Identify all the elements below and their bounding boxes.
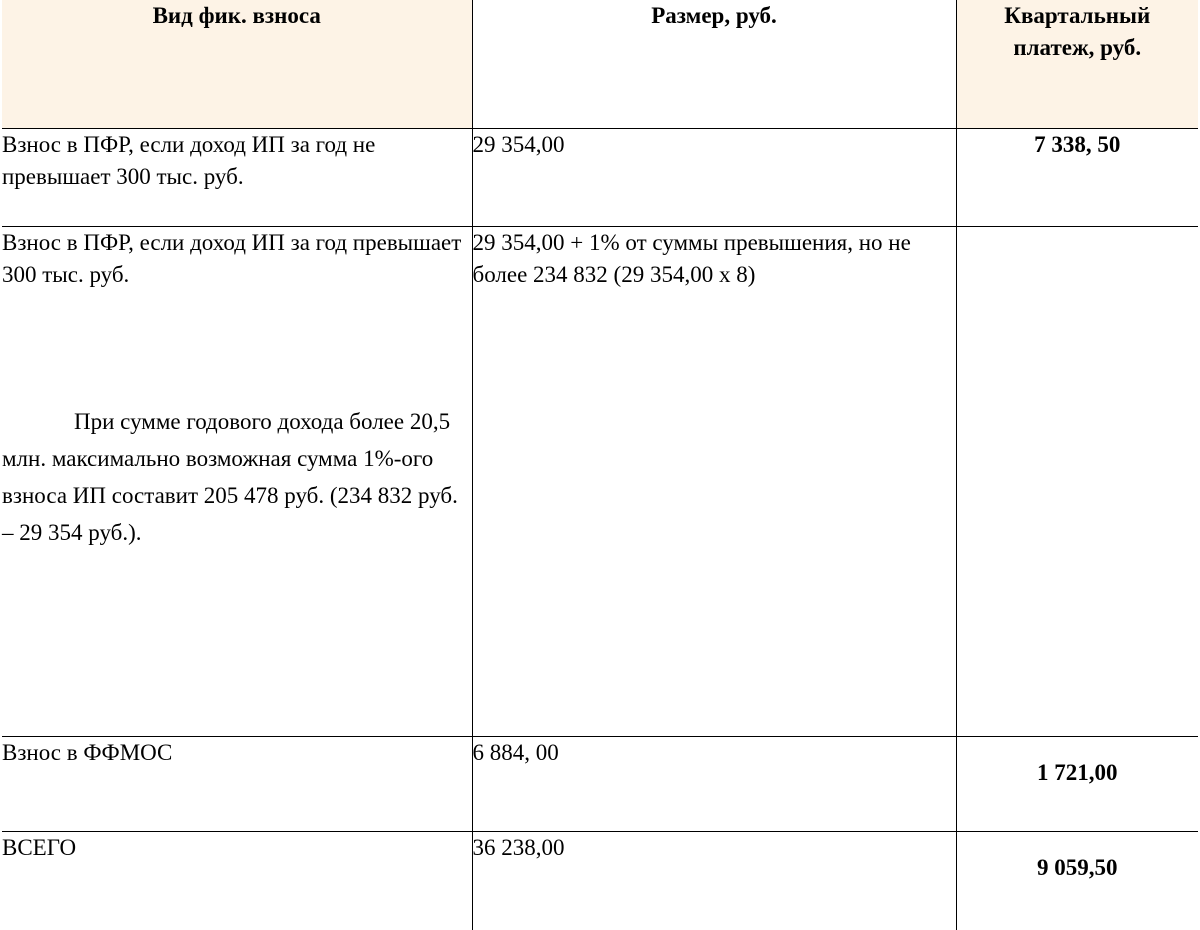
- cell-quarterly-payment: 9 059,50: [956, 831, 1198, 930]
- table-row-total: [2, 831, 1198, 930]
- table-header-row: [2, 0, 1198, 128]
- cell-fee-type: Взнос в ФФМОС: [2, 736, 472, 831]
- fees-table: [2, 0, 1198, 930]
- cell-fee-type: [2, 226, 472, 736]
- cell-amount: 29 354,00 + 1% от суммы превышения, но не более 234 832 (29 354,00 х 8): [472, 226, 956, 736]
- header-fee-type: Вид фик. взноса: [2, 0, 472, 128]
- table-row: [2, 128, 1198, 226]
- cell-amount: 6 884, 00: [472, 736, 956, 831]
- header-amount: Размер, руб.: [472, 0, 956, 128]
- header-quarterly-payment: [956, 0, 1198, 128]
- cell-quarterly-payment: 7 338, 50: [956, 128, 1198, 226]
- cell-fee-note: При сумме годового дохода более 20,5 млн. максимально возможная сумма 1%-ого взноса ИП составит 205 478 руб. (234 832 руб. – 29 354 руб.).: [2, 408, 458, 545]
- cell-fee-type-label: Взнос в ПФР, если доход ИП за год превышает 300 тыс. руб.: [2, 229, 462, 287]
- cell-fee-type: Взнос в ПФР, если доход ИП за год не превышает 300 тыс. руб.: [2, 128, 472, 226]
- cell-amount: 29 354,00: [472, 128, 956, 226]
- table-row: [2, 736, 1198, 831]
- cell-fee-type: ВСЕГО: [2, 831, 472, 930]
- table-row: [2, 226, 1198, 736]
- header-quarterly-payment-label: Квартальный платеж, руб.: [1004, 3, 1151, 60]
- cell-amount: 36 238,00: [472, 831, 956, 930]
- cell-quarterly-payment: 1 721,00: [956, 736, 1198, 831]
- cell-quarterly-payment: [956, 226, 1198, 736]
